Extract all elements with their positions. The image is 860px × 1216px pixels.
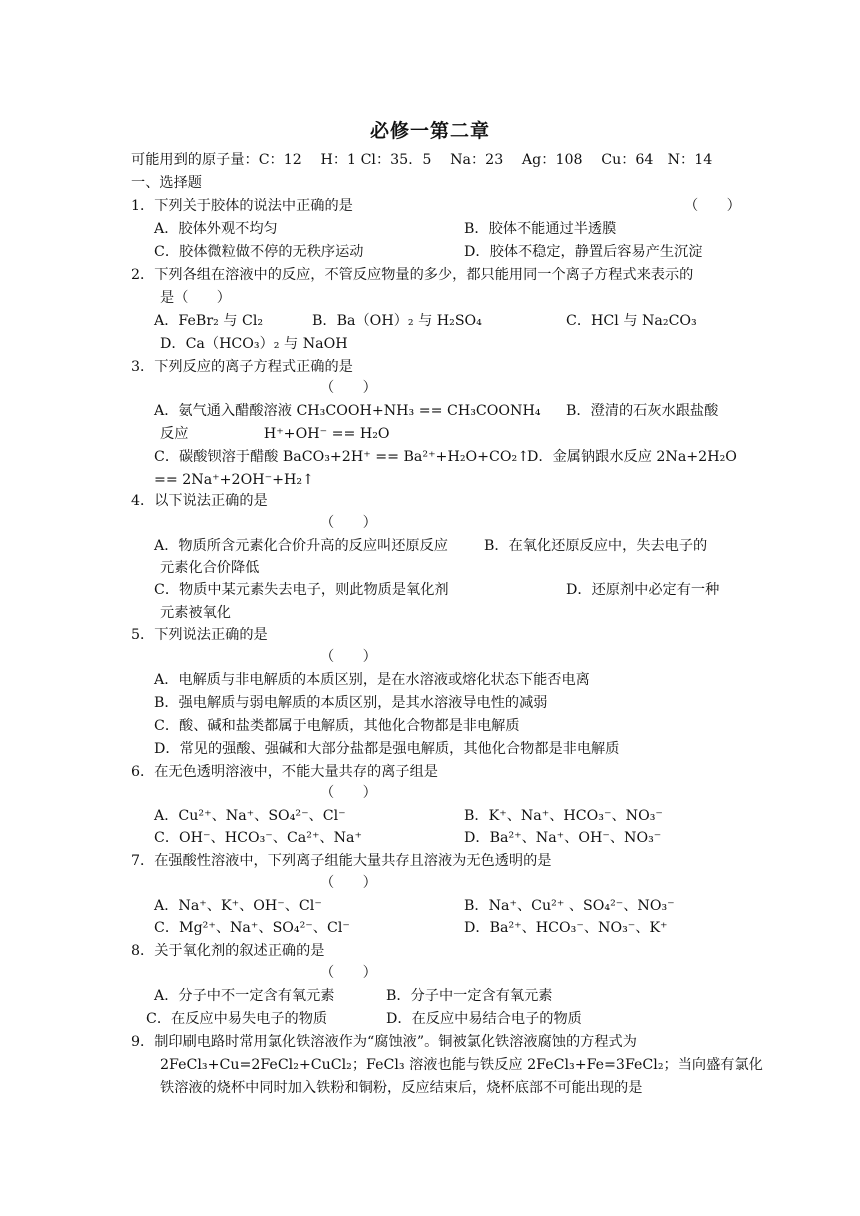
option-b: B．Ba（OH）₂ 与 H₂SO₄ bbox=[312, 313, 482, 329]
option-b: B．胶体不能通过半透膜 bbox=[464, 221, 617, 237]
option-d: D．金属钠跟水反应 2Na+2H₂O bbox=[527, 449, 737, 465]
option-d-cont: == 2Na⁺+2OH⁻+H₂↑ bbox=[154, 472, 314, 488]
option-b-cont: 反应 H⁺+OH⁻ == H₂O bbox=[160, 426, 390, 442]
option-c: C．Mg²⁺、Na⁺、SO₄²⁻、Cl⁻ bbox=[154, 920, 350, 936]
option-d: D．Ca（HCO₃）₂ 与 NaOH bbox=[160, 336, 348, 352]
option-c: C．酸、碱和盐类都属于电解质，其他化合物都是非电解质 bbox=[154, 718, 520, 734]
answer-paren: （ ） bbox=[684, 198, 741, 214]
question-2-stem-cont: 是（ ） bbox=[160, 290, 231, 306]
option-b: B．Na⁺、Cu²⁺ 、SO₄²⁻、NO₃⁻ bbox=[464, 898, 675, 914]
option-a: A．Cu²⁺、Na⁺、SO₄²⁻、Cl⁻ bbox=[154, 808, 346, 824]
option-a: A．氨气通入醋酸溶液 CH₃COOH+NH₃ == CH₃COONH₄ bbox=[154, 403, 541, 419]
answer-paren: （ ） bbox=[320, 875, 377, 891]
option-c: C．物质中某元素失去电子，则此物质是氧化剂 bbox=[154, 582, 449, 598]
option-d: D．Ba²⁺、Na⁺、OH⁻、NO₃⁻ bbox=[464, 830, 662, 846]
option-c: C．胶体微粒做不停的无秩序运动 bbox=[154, 244, 364, 260]
option-c: C．在反应中易失电子的物质 bbox=[146, 1011, 328, 1027]
option-a: A．分子中不一定含有氧元素 bbox=[154, 988, 335, 1004]
question-2-stem: 2．下列各组在溶液中的反应，不管反应物量的多少，都只能用同一个离子方程式来表示的 bbox=[131, 267, 694, 283]
answer-paren: （ ） bbox=[320, 515, 377, 531]
option-a: A．FeBr₂ 与 Cl₂ bbox=[154, 313, 264, 329]
option-b: B．强电解质与弱电解质的本质区别，是其水溶液导电性的减弱 bbox=[154, 695, 548, 711]
option-b-cont: 元素化合价降低 bbox=[160, 560, 260, 576]
answer-paren: （ ） bbox=[320, 649, 377, 665]
answer-paren: （ ） bbox=[320, 965, 377, 981]
question-5-stem: 5．下列说法正确的是 bbox=[131, 627, 268, 643]
option-c: C．碳酸钡溶于醋酸 BaCO₃+2H⁺ == Ba²⁺+H₂O+CO₂↑ bbox=[154, 449, 530, 465]
option-a: A．电解质与非电解质的本质区别，是在水溶液或熔化状态下能否电离 bbox=[154, 672, 590, 688]
option-a: A．物质所含元素化合价升高的反应叫还原反应 bbox=[154, 538, 448, 554]
option-c: C．HCl 与 Na₂CO₃ bbox=[566, 313, 697, 329]
question-6-stem: 6．在无色透明溶液中，不能大量共存的离子组是 bbox=[131, 764, 438, 780]
option-a: A．Na⁺、K⁺、OH⁻、Cl⁻ bbox=[154, 898, 322, 914]
question-7-stem: 7．在强酸性溶液中，下列离子组能大量共存且溶液为无色透明的是 bbox=[131, 853, 552, 869]
option-b: B．分子中一定含有氧元素 bbox=[386, 988, 553, 1004]
option-a: A．胶体外观不均匀 bbox=[154, 221, 278, 237]
option-d: D．还原剂中必定有一种 bbox=[566, 582, 720, 598]
question-9-line-2: 2FeCl₃+Cu=2FeCl₂+CuCl₂；FeCl₃ 溶液也能与铁反应 2FeCl₃+Fe=3FeCl₂；当向盛有氯化 bbox=[160, 1057, 763, 1073]
question-8-stem: 8．关于氧化剂的叙述正确的是 bbox=[131, 943, 325, 959]
option-d: D．在反应中易结合电子的物质 bbox=[386, 1011, 582, 1027]
answer-paren: （ ） bbox=[320, 785, 377, 801]
option-d-cont: 元素被氧化 bbox=[160, 605, 231, 621]
option-d: D．Ba²⁺、HCO₃⁻、NO₃⁻、K⁺ bbox=[464, 920, 668, 936]
question-4-stem: 4．以下说法正确的是 bbox=[131, 493, 268, 509]
section-heading: 一、选择题 bbox=[131, 175, 202, 191]
option-d: D．胶体不稳定，静置后容易产生沉淀 bbox=[464, 244, 703, 260]
atomic-masses: 可能用到的原子量：C：12 H：1 Cl：35．5 Na：23 Ag：108 Cu：64 N：14 bbox=[131, 152, 713, 168]
option-d: D．常见的强酸、强碱和大部分盐都是强电解质，其他化合物都是非电解质 bbox=[154, 741, 620, 757]
option-c: C．OH⁻、HCO₃⁻、Ca²⁺、Na⁺ bbox=[154, 830, 362, 846]
option-b: B．澄清的石灰水跟盐酸 bbox=[566, 403, 719, 419]
option-b: B．在氧化还原反应中，失去电子的 bbox=[484, 538, 708, 554]
page-title: 必修一第二章 bbox=[369, 120, 490, 142]
question-1-stem: 1．下列关于胶体的说法中正确的是 bbox=[131, 198, 353, 214]
question-9-line-1: 9．制印刷电路时常用氯化铁溶液作为“腐蚀液”。铜被氯化铁溶液腐蚀的方程式为 bbox=[131, 1034, 637, 1050]
question-9-line-3: 铁溶液的烧杯中同时加入铁粉和铜粉，反应结束后，烧杯底部不可能出现的是 bbox=[160, 1080, 643, 1096]
option-b: B．K⁺、Na⁺、HCO₃⁻、NO₃⁻ bbox=[464, 808, 663, 824]
question-3-stem: 3．下列反应的离子方程式正确的是 bbox=[131, 359, 353, 375]
answer-paren: （ ） bbox=[320, 380, 377, 396]
